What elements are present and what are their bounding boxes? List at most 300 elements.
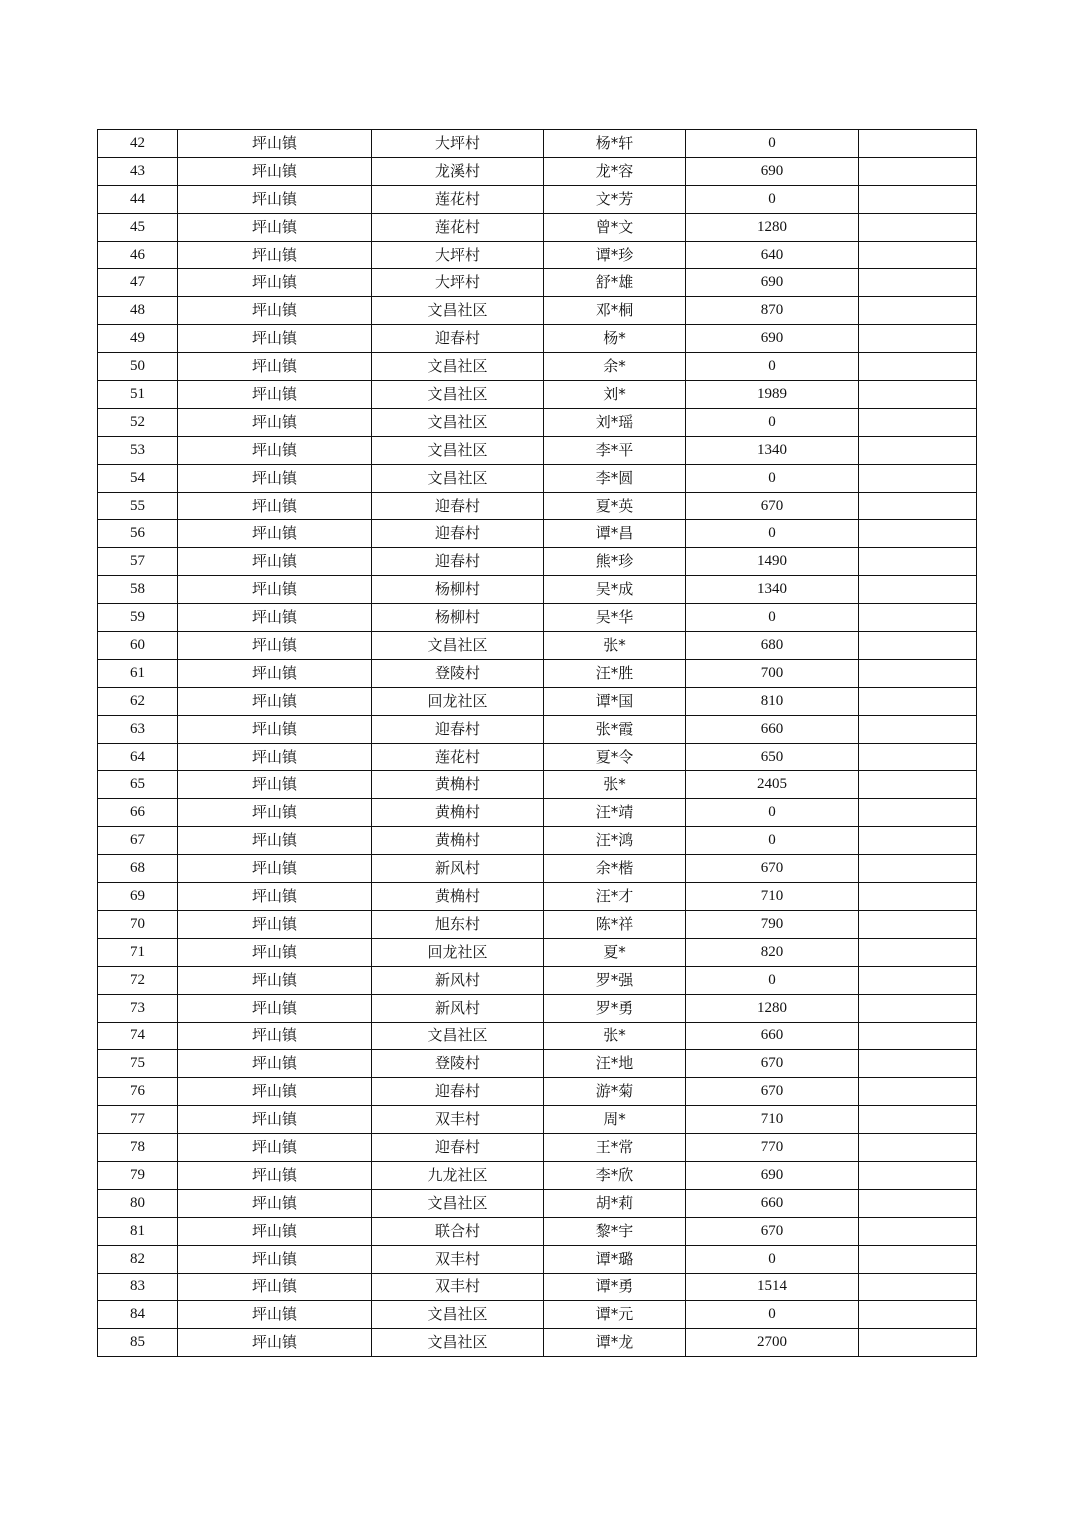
cell-town: 坪山镇 [178, 1301, 372, 1329]
cell-town: 坪山镇 [178, 269, 372, 297]
cell-name: 吴*华 [544, 604, 686, 632]
cell-amount: 770 [686, 1134, 859, 1162]
cell-amount: 660 [686, 1022, 859, 1050]
cell-remark [859, 1245, 977, 1273]
cell-remark [859, 1189, 977, 1217]
cell-village: 回龙社区 [372, 938, 544, 966]
cell-name: 黎*宇 [544, 1217, 686, 1245]
cell-name: 李*欣 [544, 1161, 686, 1189]
table-row [98, 659, 977, 687]
table-row [98, 381, 977, 409]
cell-amount: 2405 [686, 771, 859, 799]
cell-village: 新风村 [372, 966, 544, 994]
table-row [98, 520, 977, 548]
cell-remark [859, 353, 977, 381]
table-row [98, 464, 977, 492]
cell-town: 坪山镇 [178, 1078, 372, 1106]
cell-index: 85 [98, 1329, 178, 1357]
cell-name: 周* [544, 1106, 686, 1134]
cell-town: 坪山镇 [178, 241, 372, 269]
cell-index: 73 [98, 994, 178, 1022]
cell-index: 55 [98, 492, 178, 520]
cell-index: 49 [98, 325, 178, 353]
cell-name: 汪*胜 [544, 659, 686, 687]
cell-town: 坪山镇 [178, 130, 372, 158]
cell-remark [859, 1329, 977, 1357]
cell-amount: 0 [686, 799, 859, 827]
cell-village: 迎春村 [372, 520, 544, 548]
cell-amount: 710 [686, 883, 859, 911]
cell-amount: 690 [686, 1161, 859, 1189]
cell-amount: 0 [686, 130, 859, 158]
cell-index: 58 [98, 576, 178, 604]
cell-index: 59 [98, 604, 178, 632]
cell-name: 龙*容 [544, 157, 686, 185]
cell-index: 67 [98, 827, 178, 855]
table-row [98, 241, 977, 269]
cell-village: 文昌社区 [372, 1301, 544, 1329]
cell-village: 迎春村 [372, 325, 544, 353]
cell-village: 联合村 [372, 1217, 544, 1245]
table-row [98, 436, 977, 464]
table-row [98, 1050, 977, 1078]
table-row [98, 855, 977, 883]
cell-index: 42 [98, 130, 178, 158]
cell-amount: 680 [686, 632, 859, 660]
cell-amount: 0 [686, 827, 859, 855]
cell-remark [859, 994, 977, 1022]
cell-index: 70 [98, 910, 178, 938]
cell-amount: 790 [686, 910, 859, 938]
cell-remark [859, 659, 977, 687]
cell-name: 谭*璐 [544, 1245, 686, 1273]
cell-name: 汪*地 [544, 1050, 686, 1078]
cell-town: 坪山镇 [178, 687, 372, 715]
cell-town: 坪山镇 [178, 632, 372, 660]
cell-amount: 820 [686, 938, 859, 966]
cell-town: 坪山镇 [178, 1134, 372, 1162]
cell-town: 坪山镇 [178, 883, 372, 911]
cell-village: 双丰村 [372, 1106, 544, 1134]
cell-remark [859, 297, 977, 325]
cell-index: 60 [98, 632, 178, 660]
cell-amount: 1989 [686, 381, 859, 409]
cell-remark [859, 381, 977, 409]
cell-name: 张* [544, 771, 686, 799]
cell-town: 坪山镇 [178, 994, 372, 1022]
cell-amount: 650 [686, 743, 859, 771]
table-row [98, 1329, 977, 1357]
table-row [98, 213, 977, 241]
table-body [98, 130, 977, 1357]
cell-remark [859, 715, 977, 743]
cell-remark [859, 213, 977, 241]
table-row [98, 910, 977, 938]
cell-remark [859, 520, 977, 548]
cell-index: 81 [98, 1217, 178, 1245]
cell-village: 龙溪村 [372, 157, 544, 185]
cell-name: 张* [544, 1022, 686, 1050]
table-row [98, 325, 977, 353]
cell-remark [859, 1050, 977, 1078]
table-row [98, 576, 977, 604]
table-row [98, 157, 977, 185]
cell-village: 莲花村 [372, 185, 544, 213]
table-row [98, 687, 977, 715]
cell-remark [859, 325, 977, 353]
cell-town: 坪山镇 [178, 966, 372, 994]
cell-town: 坪山镇 [178, 604, 372, 632]
cell-remark [859, 1301, 977, 1329]
cell-remark [859, 855, 977, 883]
cell-town: 坪山镇 [178, 492, 372, 520]
cell-amount: 1280 [686, 994, 859, 1022]
cell-amount: 710 [686, 1106, 859, 1134]
cell-village: 大坪村 [372, 241, 544, 269]
cell-name: 谭*龙 [544, 1329, 686, 1357]
cell-remark [859, 1134, 977, 1162]
cell-village: 九龙社区 [372, 1161, 544, 1189]
cell-village: 文昌社区 [372, 632, 544, 660]
cell-town: 坪山镇 [178, 297, 372, 325]
cell-town: 坪山镇 [178, 827, 372, 855]
cell-village: 文昌社区 [372, 381, 544, 409]
cell-remark [859, 241, 977, 269]
cell-name: 张* [544, 632, 686, 660]
cell-village: 黄桷村 [372, 883, 544, 911]
cell-village: 双丰村 [372, 1245, 544, 1273]
table-row [98, 408, 977, 436]
cell-amount: 0 [686, 464, 859, 492]
cell-town: 坪山镇 [178, 1161, 372, 1189]
cell-name: 张*霞 [544, 715, 686, 743]
cell-name: 余*楷 [544, 855, 686, 883]
cell-name: 夏*令 [544, 743, 686, 771]
cell-index: 52 [98, 408, 178, 436]
cell-town: 坪山镇 [178, 548, 372, 576]
cell-amount: 1514 [686, 1273, 859, 1301]
cell-name: 胡*莉 [544, 1189, 686, 1217]
cell-amount: 0 [686, 408, 859, 436]
cell-index: 77 [98, 1106, 178, 1134]
cell-index: 50 [98, 353, 178, 381]
cell-remark [859, 1161, 977, 1189]
cell-village: 迎春村 [372, 492, 544, 520]
cell-remark [859, 185, 977, 213]
cell-village: 新风村 [372, 994, 544, 1022]
cell-amount: 690 [686, 269, 859, 297]
cell-index: 80 [98, 1189, 178, 1217]
cell-name: 汪*才 [544, 883, 686, 911]
cell-index: 63 [98, 715, 178, 743]
cell-town: 坪山镇 [178, 520, 372, 548]
cell-remark [859, 269, 977, 297]
cell-remark [859, 883, 977, 911]
cell-remark [859, 771, 977, 799]
cell-amount: 670 [686, 855, 859, 883]
cell-remark [859, 910, 977, 938]
cell-index: 72 [98, 966, 178, 994]
table-row [98, 492, 977, 520]
table-row [98, 966, 977, 994]
cell-remark [859, 492, 977, 520]
table-row [98, 994, 977, 1022]
cell-remark [859, 548, 977, 576]
cell-remark [859, 130, 977, 158]
cell-village: 回龙社区 [372, 687, 544, 715]
cell-amount: 1490 [686, 548, 859, 576]
table-row [98, 799, 977, 827]
cell-amount: 640 [686, 241, 859, 269]
table-row [98, 1301, 977, 1329]
cell-index: 79 [98, 1161, 178, 1189]
cell-amount: 0 [686, 520, 859, 548]
cell-index: 71 [98, 938, 178, 966]
cell-name: 谭*珍 [544, 241, 686, 269]
cell-town: 坪山镇 [178, 910, 372, 938]
cell-name: 罗*勇 [544, 994, 686, 1022]
table-row [98, 604, 977, 632]
cell-index: 83 [98, 1273, 178, 1301]
cell-name: 吴*成 [544, 576, 686, 604]
cell-town: 坪山镇 [178, 799, 372, 827]
cell-village: 双丰村 [372, 1273, 544, 1301]
cell-name: 夏*英 [544, 492, 686, 520]
cell-index: 56 [98, 520, 178, 548]
table-row [98, 297, 977, 325]
cell-name: 李*圆 [544, 464, 686, 492]
cell-remark [859, 632, 977, 660]
table-row [98, 1022, 977, 1050]
cell-index: 74 [98, 1022, 178, 1050]
cell-town: 坪山镇 [178, 1245, 372, 1273]
cell-village: 文昌社区 [372, 436, 544, 464]
cell-town: 坪山镇 [178, 1189, 372, 1217]
cell-remark [859, 966, 977, 994]
cell-index: 57 [98, 548, 178, 576]
cell-name: 谭*元 [544, 1301, 686, 1329]
cell-town: 坪山镇 [178, 659, 372, 687]
cell-town: 坪山镇 [178, 353, 372, 381]
cell-name: 游*菊 [544, 1078, 686, 1106]
table-row [98, 827, 977, 855]
cell-amount: 2700 [686, 1329, 859, 1357]
cell-amount: 1280 [686, 213, 859, 241]
cell-village: 杨柳村 [372, 604, 544, 632]
cell-town: 坪山镇 [178, 1106, 372, 1134]
cell-village: 文昌社区 [372, 1022, 544, 1050]
cell-town: 坪山镇 [178, 715, 372, 743]
cell-index: 48 [98, 297, 178, 325]
cell-village: 文昌社区 [372, 353, 544, 381]
table-row [98, 185, 977, 213]
cell-name: 曾*文 [544, 213, 686, 241]
cell-town: 坪山镇 [178, 464, 372, 492]
cell-index: 44 [98, 185, 178, 213]
cell-village: 新风村 [372, 855, 544, 883]
cell-village: 迎春村 [372, 715, 544, 743]
cell-name: 熊*珍 [544, 548, 686, 576]
table-row [98, 1245, 977, 1273]
table-row [98, 743, 977, 771]
cell-town: 坪山镇 [178, 325, 372, 353]
cell-town: 坪山镇 [178, 576, 372, 604]
cell-village: 文昌社区 [372, 1329, 544, 1357]
table-row [98, 883, 977, 911]
cell-amount: 0 [686, 1301, 859, 1329]
cell-index: 46 [98, 241, 178, 269]
cell-index: 75 [98, 1050, 178, 1078]
table-row [98, 1189, 977, 1217]
cell-index: 53 [98, 436, 178, 464]
cell-index: 66 [98, 799, 178, 827]
cell-index: 51 [98, 381, 178, 409]
cell-name: 谭*昌 [544, 520, 686, 548]
cell-name: 杨* [544, 325, 686, 353]
cell-amount: 870 [686, 297, 859, 325]
table-row [98, 1161, 977, 1189]
cell-index: 54 [98, 464, 178, 492]
cell-name: 刘*瑶 [544, 408, 686, 436]
cell-name: 陈*祥 [544, 910, 686, 938]
cell-remark [859, 938, 977, 966]
cell-village: 黄桷村 [372, 771, 544, 799]
cell-amount: 0 [686, 966, 859, 994]
cell-amount: 0 [686, 604, 859, 632]
table-row [98, 715, 977, 743]
cell-village: 文昌社区 [372, 297, 544, 325]
table-row [98, 1273, 977, 1301]
table-row [98, 632, 977, 660]
cell-name: 夏* [544, 938, 686, 966]
cell-village: 黄桷村 [372, 827, 544, 855]
cell-town: 坪山镇 [178, 213, 372, 241]
cell-village: 登陵村 [372, 1050, 544, 1078]
cell-town: 坪山镇 [178, 855, 372, 883]
cell-amount: 700 [686, 659, 859, 687]
cell-index: 84 [98, 1301, 178, 1329]
cell-amount: 0 [686, 1245, 859, 1273]
cell-amount: 660 [686, 715, 859, 743]
cell-amount: 670 [686, 492, 859, 520]
cell-town: 坪山镇 [178, 408, 372, 436]
cell-index: 61 [98, 659, 178, 687]
cell-amount: 670 [686, 1050, 859, 1078]
cell-remark [859, 604, 977, 632]
cell-remark [859, 687, 977, 715]
cell-town: 坪山镇 [178, 1217, 372, 1245]
cell-village: 登陵村 [372, 659, 544, 687]
cell-amount: 1340 [686, 576, 859, 604]
table-row [98, 130, 977, 158]
table-row [98, 938, 977, 966]
table-row [98, 548, 977, 576]
cell-village: 文昌社区 [372, 464, 544, 492]
cell-name: 舒*雄 [544, 269, 686, 297]
cell-index: 68 [98, 855, 178, 883]
cell-remark [859, 408, 977, 436]
cell-name: 汪*靖 [544, 799, 686, 827]
cell-name: 邓*桐 [544, 297, 686, 325]
cell-village: 大坪村 [372, 130, 544, 158]
cell-remark [859, 1273, 977, 1301]
cell-remark [859, 157, 977, 185]
cell-village: 迎春村 [372, 1134, 544, 1162]
cell-amount: 670 [686, 1217, 859, 1245]
cell-index: 47 [98, 269, 178, 297]
table-row [98, 771, 977, 799]
cell-village: 莲花村 [372, 213, 544, 241]
cell-index: 45 [98, 213, 178, 241]
cell-remark [859, 436, 977, 464]
cell-amount: 0 [686, 353, 859, 381]
cell-name: 王*常 [544, 1134, 686, 1162]
cell-name: 罗*强 [544, 966, 686, 994]
cell-amount: 810 [686, 687, 859, 715]
table-row [98, 269, 977, 297]
cell-remark [859, 827, 977, 855]
cell-remark [859, 576, 977, 604]
cell-index: 62 [98, 687, 178, 715]
cell-amount: 0 [686, 185, 859, 213]
table-row [98, 1134, 977, 1162]
cell-town: 坪山镇 [178, 743, 372, 771]
cell-town: 坪山镇 [178, 436, 372, 464]
cell-amount: 690 [686, 157, 859, 185]
cell-town: 坪山镇 [178, 157, 372, 185]
cell-village: 莲花村 [372, 743, 544, 771]
cell-town: 坪山镇 [178, 1050, 372, 1078]
cell-town: 坪山镇 [178, 1329, 372, 1357]
cell-name: 谭*勇 [544, 1273, 686, 1301]
cell-amount: 1340 [686, 436, 859, 464]
cell-town: 坪山镇 [178, 1273, 372, 1301]
cell-name: 文*芳 [544, 185, 686, 213]
table-row [98, 1217, 977, 1245]
cell-amount: 660 [686, 1189, 859, 1217]
cell-town: 坪山镇 [178, 381, 372, 409]
cell-index: 69 [98, 883, 178, 911]
table-row [98, 1106, 977, 1134]
cell-village: 迎春村 [372, 1078, 544, 1106]
cell-amount: 670 [686, 1078, 859, 1106]
table-row [98, 1078, 977, 1106]
cell-name: 谭*国 [544, 687, 686, 715]
cell-remark [859, 743, 977, 771]
cell-index: 78 [98, 1134, 178, 1162]
cell-village: 旭东村 [372, 910, 544, 938]
cell-town: 坪山镇 [178, 1022, 372, 1050]
cell-town: 坪山镇 [178, 185, 372, 213]
cell-village: 大坪村 [372, 269, 544, 297]
cell-name: 汪*鸿 [544, 827, 686, 855]
cell-remark [859, 1106, 977, 1134]
cell-village: 杨柳村 [372, 576, 544, 604]
table-row [98, 353, 977, 381]
cell-index: 43 [98, 157, 178, 185]
cell-remark [859, 1217, 977, 1245]
cell-remark [859, 464, 977, 492]
cell-amount: 690 [686, 325, 859, 353]
cell-name: 李*平 [544, 436, 686, 464]
cell-index: 76 [98, 1078, 178, 1106]
cell-remark [859, 1022, 977, 1050]
cell-village: 文昌社区 [372, 1189, 544, 1217]
cell-index: 65 [98, 771, 178, 799]
cell-index: 64 [98, 743, 178, 771]
cell-name: 杨*轩 [544, 130, 686, 158]
cell-town: 坪山镇 [178, 938, 372, 966]
